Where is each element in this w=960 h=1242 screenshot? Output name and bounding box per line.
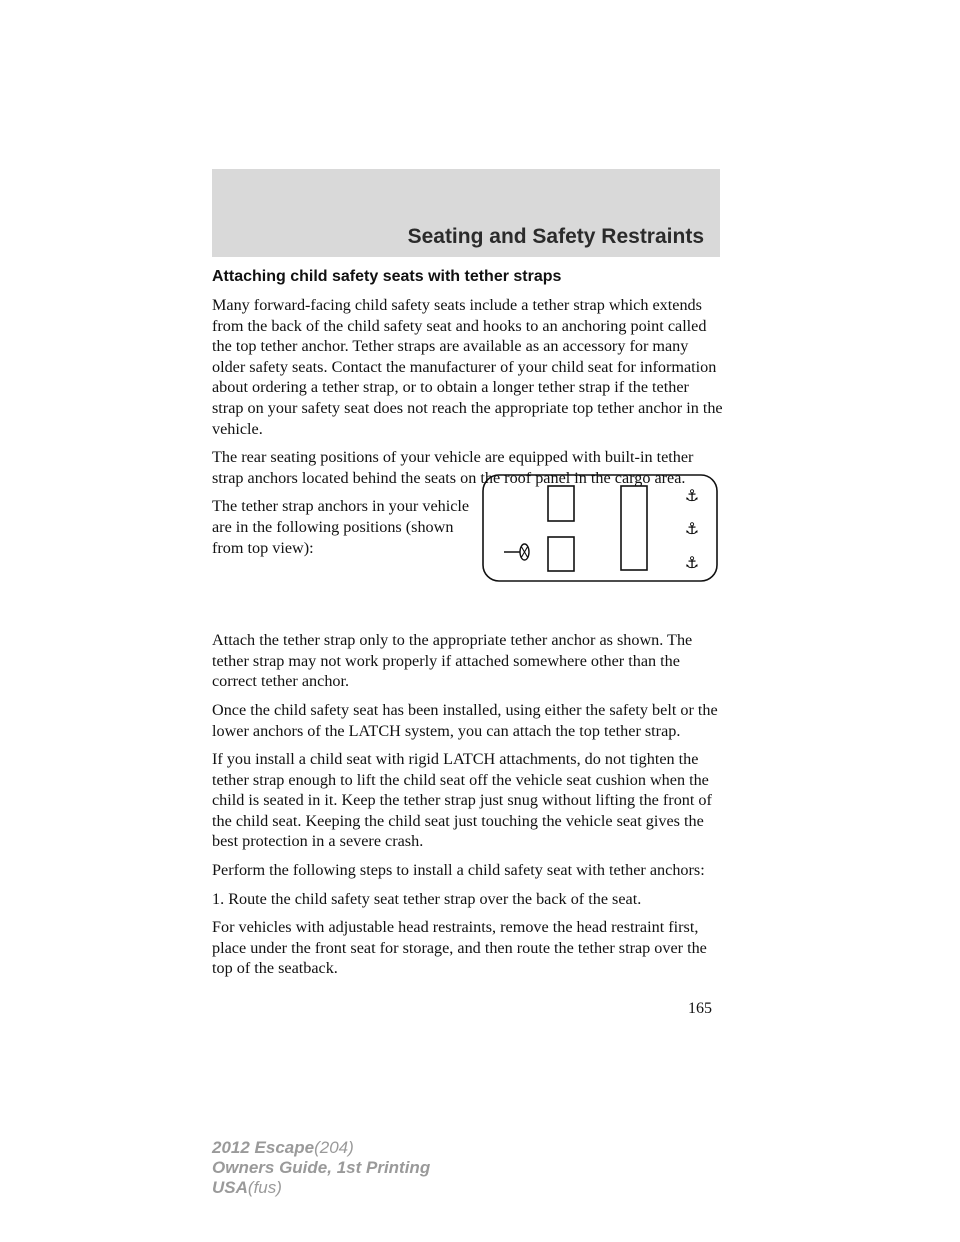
- anchor-icon: ⚓: [684, 553, 700, 572]
- rear-bench-seat: [621, 486, 647, 570]
- steering-wheel-icon: [504, 544, 529, 560]
- anchor-icon: ⚓: [684, 519, 700, 538]
- footer-printing: Owners Guide, 1st Printing: [212, 1158, 431, 1177]
- tether-anchor-diagram: [482, 474, 718, 582]
- section-header-band: [212, 169, 720, 257]
- paragraph-tether-intro: Many forward-facing child safety seats include a tether strap which extends from the back of the child safety seat and hooks to an anchoring point called the top tether anchor. Tether straps are available as an accessory for many older safety seats. Contact the manufacturer of your child seat for information about ordering a tether strap, or to obtain a longer tether strap if the tether strap on your safety seat does not reach the appropriate top tether anchor in the vehicle.: [212, 296, 723, 438]
- page-content: [212, 266, 724, 987]
- footer-line-market: [212, 1178, 430, 1198]
- paragraph-rigid-latch: If you install a child seat with rigid LATCH attachments, do not tighten the tether strap enough to lift the child seat off the vehicle seat cushion when the child is seated in it. Keep the tether strap just snug without lifting the front of the child seat. Keeping the child seat just touching the vehicle seat gives the best protection in a severe crash.: [212, 750, 712, 851]
- anchor-icon: ⚓: [684, 486, 700, 505]
- paragraph-perform-steps: Perform the following steps to install a child safety seat with tether anchors:: [212, 861, 705, 880]
- paragraph-rear-seating: The rear seating positions of your vehicle are equipped with built-in tether strap anchors located behind the seats on the roof panel in the cargo area.: [212, 448, 694, 487]
- vehicle-top-view: [482, 474, 718, 582]
- paragraph-step-1: 1. Route the child safety seat tether strap over the back of the seat.: [212, 889, 642, 908]
- print-footer: [212, 1138, 430, 1198]
- vehicle-outline: [483, 475, 717, 581]
- footer-line-model: [212, 1138, 430, 1158]
- front-passenger-seat: [548, 486, 574, 521]
- footer-model: 2012 Escape: [212, 1138, 315, 1157]
- footer-market: USA: [212, 1178, 248, 1197]
- section-title: Seating and Safety Restraints: [407, 225, 704, 248]
- page-number: 165: [688, 1000, 712, 1017]
- paragraph-attach-warning: Attach the tether strap only to the appropriate tether anchor as shown. The tether strap may not work properly if attached somewhere other than the correct tether anchor.: [212, 631, 693, 691]
- driver-seat: [548, 537, 574, 571]
- section-heading: Attaching child safety seats with tether straps: [212, 268, 562, 285]
- footer-model-code: (204): [314, 1138, 354, 1157]
- footer-market-code: (fus): [247, 1178, 282, 1197]
- paragraph-anchor-positions: The tether strap anchors in your vehicle are in the following positions (shown from top view):: [212, 497, 470, 557]
- paragraph-head-restraints: For vehicles with adjustable head restraints, remove the head restraint first, place under the front seat for storage, and then route the tether strap over the top of the seatback.: [212, 918, 707, 978]
- paragraph-once-installed: Once the child safety seat has been installed, using either the safety belt or the lower anchors of the LATCH system, you can attach the top tether strap.: [212, 700, 718, 740]
